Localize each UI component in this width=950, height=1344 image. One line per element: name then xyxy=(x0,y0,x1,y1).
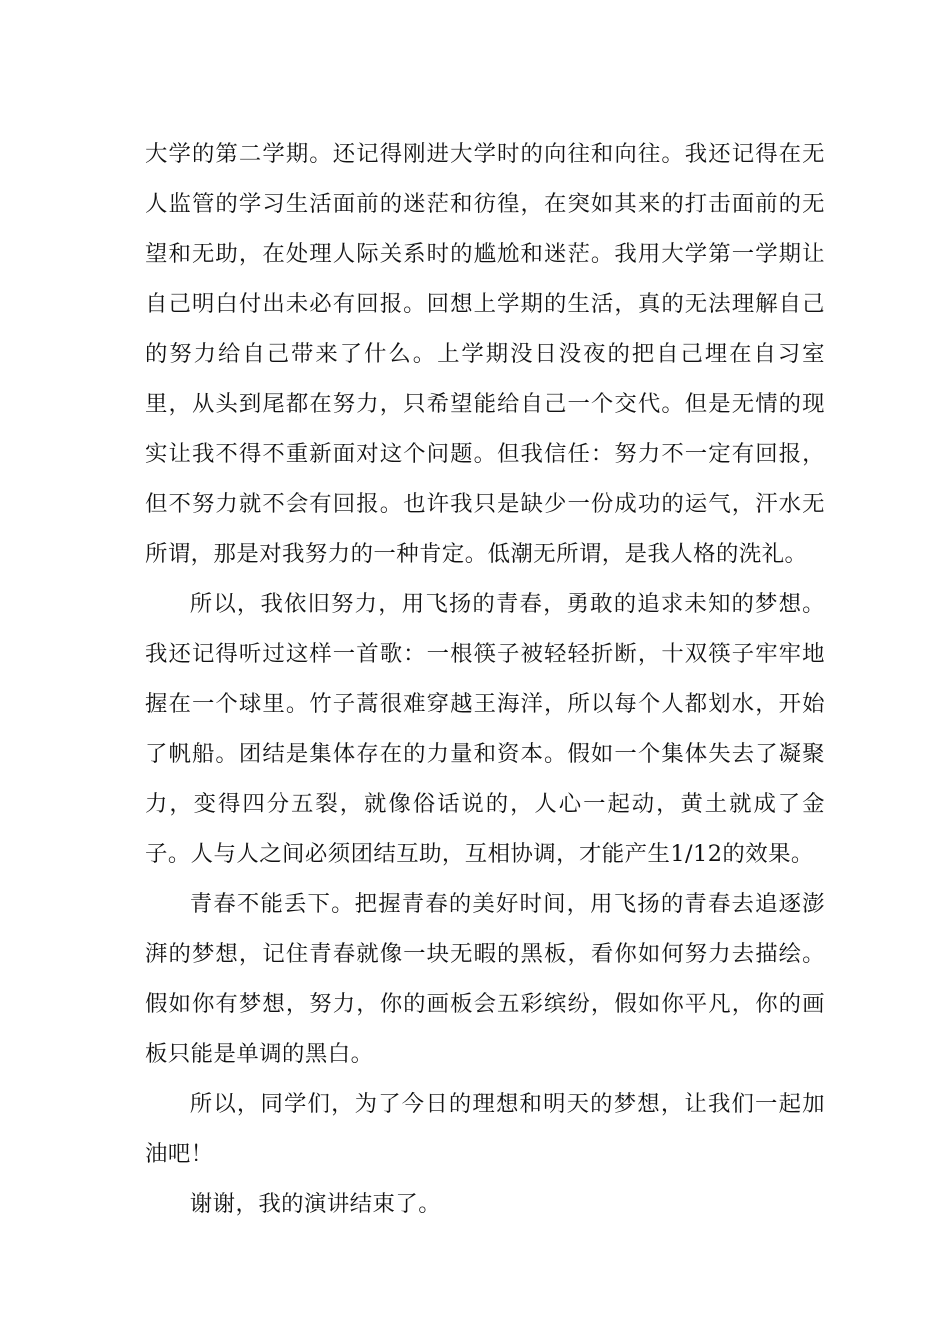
paragraph-5: 谢谢，我的演讲结束了。 xyxy=(189,1191,442,1217)
paragraph-4: 所以，同学们，为了今日的理想和明天的梦想，让我们一起加油吧！ xyxy=(145,1091,825,1167)
paragraph-1: 大学的第二学期。还记得刚进大学时的向往和向往。我还记得在无人监管的学习生活面前的迷茫和彷徨，在突如其来的打击面前的无望和无助，在处理人际关系时的尴尬和迷茫。我用大学第一学期让自己明白付出未必有回报。回想上学期的生活，真的无法理解自己的努力给自己带来了什么。上学期没日没夜的把自己埋在自习室里，从头到尾都在努力，只希望能给自己一个交代。但是无情的现实让我不得不重新面对这个问题。但我信任：努力不一定有回报，但不努力就不会有回报。也许我只是缺少一份成功的运气，汗水无所谓，那是对我努力的一种肯定。低潮无所谓，是我人格的洗礼。 xyxy=(145,141,825,567)
paragraph-3: 青春不能丢下。把握青春的美好时间，用飞扬的青春去追逐澎湃的梦想，记住青春就像一块无暇的黑板，看你如何努力去描绘。假如你有梦想，努力，你的画板会五彩缤纷，假如你平凡，你的画板只能是单调的黑白。 xyxy=(145,891,825,1067)
document-body xyxy=(145,129,825,1229)
paragraph-2: 所以，我依旧努力，用飞扬的青春，勇敢的追求未知的梦想。我还记得听过这样一首歌：一根筷子被轻轻折断，十双筷子牢牢地握在一个球里。竹子蒿很难穿越王海洋，所以每个人都划水，开始了帆船。团结是集体存在的力量和资本。假如一个集体失去了凝聚力，变得四分五裂，就像俗话说的，人心一起动，黄土就成了金子。人与人之间必须团结互助，互相协调，才能产生1/12的效果。 xyxy=(145,591,825,867)
